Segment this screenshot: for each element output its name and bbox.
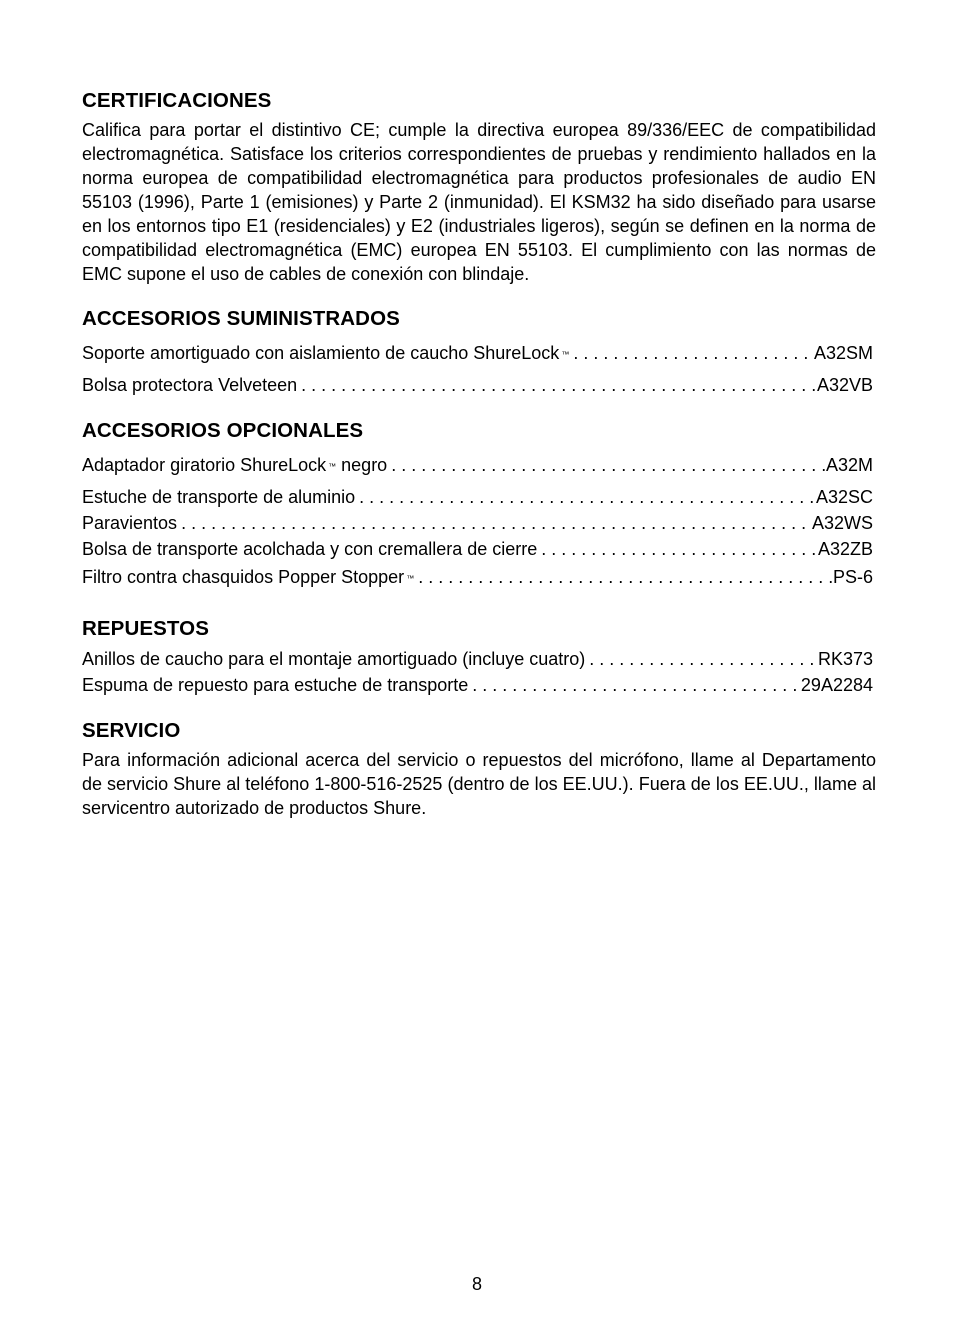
dot-leader (537, 536, 818, 562)
section-servicio (82, 718, 876, 820)
list-item (82, 510, 873, 536)
item-code: 29A2284 (800, 675, 873, 695)
dot-leader (585, 646, 818, 672)
item-label: Filtro contra chasquidos Popper Stopper (82, 567, 405, 587)
item-code: A32SC (815, 487, 873, 507)
item-label: Paravientos (82, 513, 178, 533)
document-page (82, 88, 876, 840)
item-label: Bolsa de transporte acolchada y con cremallera de cierre (82, 539, 538, 559)
section-certificaciones (82, 88, 876, 286)
item-code: A32ZB (817, 539, 873, 559)
trademark-symbol: ™ (561, 350, 570, 359)
section-title-repuestos: REPUESTOS (82, 617, 209, 640)
list-item (82, 450, 873, 484)
item-label: Estuche de transporte de aluminio (82, 487, 356, 507)
dot-leader (355, 484, 816, 510)
item-code: RK373 (817, 649, 873, 669)
item-label: Adaptador giratorio ShureLock (82, 455, 327, 475)
item-code: A32WS (811, 513, 873, 533)
trademark-symbol: ™ (406, 574, 415, 583)
page-number: 8 (471, 1274, 482, 1294)
list-item (82, 646, 873, 672)
list-item (82, 536, 873, 562)
opcionales-list (82, 450, 873, 596)
item-label: Espuma de repuesto para estuche de transporte (82, 675, 469, 695)
dot-leader (414, 562, 833, 592)
section-title-suministrados: ACCESORIOS SUMINISTRADOS (82, 307, 400, 330)
item-label: Bolsa protectora Velveteen (82, 375, 298, 395)
item-label: Anillos de caucho para el montaje amortiguado (incluye cuatro) (82, 649, 586, 669)
suministrados-list (82, 338, 873, 398)
item-label-suffix: negro (336, 455, 388, 475)
repuestos-list (82, 646, 873, 698)
dot-leader (297, 372, 817, 398)
list-item (82, 338, 873, 372)
section-accesorios-opcionales (82, 418, 876, 596)
item-code: PS-6 (832, 567, 873, 587)
section-repuestos (82, 616, 876, 698)
section-title-servicio: SERVICIO (82, 719, 181, 742)
section-title-certificaciones: CERTIFICACIONES (82, 89, 272, 112)
list-item (82, 672, 873, 698)
dot-leader (387, 450, 826, 480)
list-item (82, 484, 873, 510)
dot-leader (569, 338, 814, 368)
trademark-symbol: ™ (328, 462, 337, 471)
item-code: A32SM (813, 343, 873, 363)
list-item (82, 562, 873, 596)
certificaciones-text: Califica para portar el distintivo CE; cumple la directiva europea 89/336/EEC de compatibilidad electromagnética. Satisface los criterios correspondientes de pruebas y rendimiento hallados en la norma europea de compatibilidad electromagnética para productos profesionales de audio EN 55103 (1996), Parte 1 (emisiones) y Parte 2 (inmunidad). El KSM32 ha sido diseñado para usarse en los entornos tipo E1 (residenciales) y E2 (industriales ligeros), según se definen en la norma de compatibilidad electromagnética (EMC) europea EN 55103. El cumplimiento con las normas de EMC supone el uso de cables de conexión con blindaje. (82, 120, 876, 284)
servicio-text: Para información adicional acerca del servicio o repuestos del micrófono, llame al Departamento de servicio Shure al teléfono 1-800-516-2525 (dentro de los EE.UU.). Fuera de los EE.UU., llame al servicentro autorizado de productos Shure. (82, 750, 876, 818)
item-code: A32VB (816, 375, 873, 395)
section-accesorios-suministrados (82, 306, 876, 398)
item-code: A32M (825, 455, 873, 475)
item-label: Soporte amortiguado con aislamiento de caucho ShureLock (82, 343, 560, 363)
section-title-opcionales: ACCESORIOS OPCIONALES (82, 419, 364, 442)
list-item (82, 372, 873, 398)
dot-leader (468, 672, 801, 698)
dot-leader (177, 510, 812, 536)
